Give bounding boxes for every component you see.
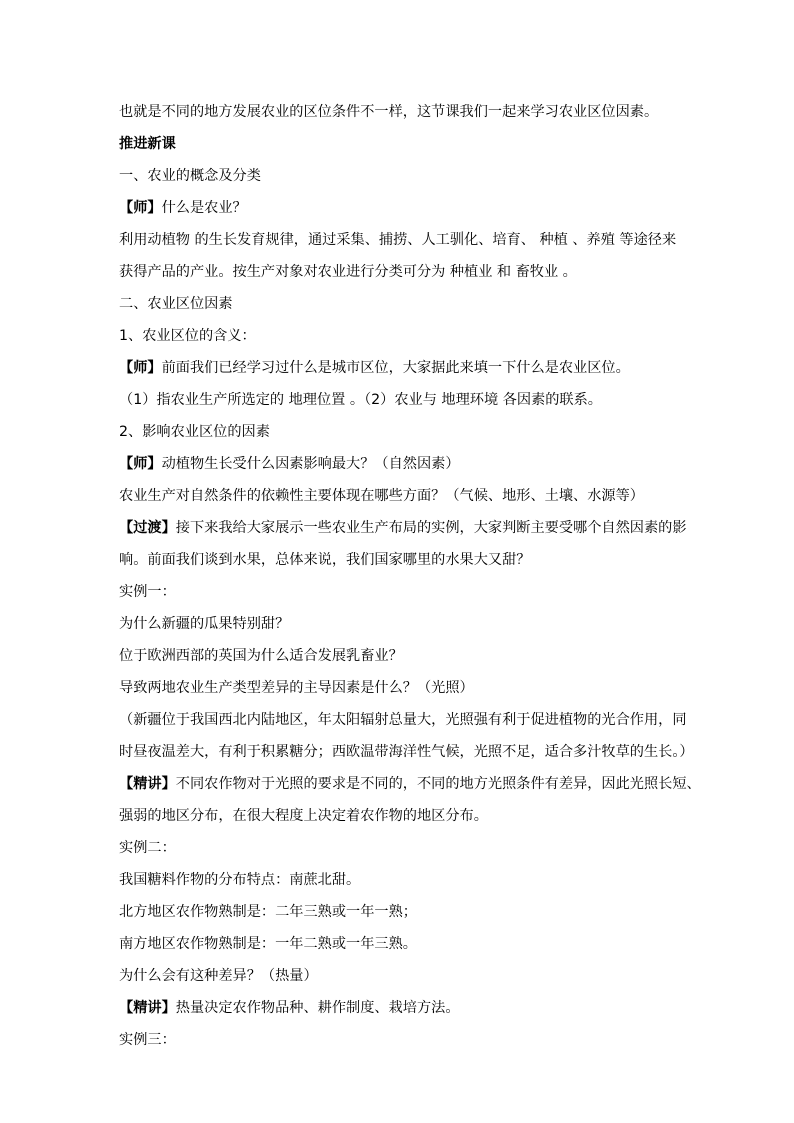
lecture-line-1-continued: 强弱的地区分布，在很大程度上决定着农作物的地区分布。	[119, 808, 488, 824]
teacher-line-3	[119, 454, 460, 474]
example-2-line-2: 北方地区农作物熟制是：二年三熟或一年一熟；	[119, 904, 417, 920]
example-1-question-1: 为什么新疆的瓜果特别甜？	[119, 616, 290, 632]
example-1-question-2: 位于欧洲西部的英国为什么适合发展乳畜业？	[119, 648, 403, 664]
teacher-label: 【师】	[119, 360, 162, 376]
section-heading-1: 一、农业的概念及分类	[119, 168, 261, 184]
transition-label: 【过渡】	[119, 520, 176, 536]
lecture-line-1	[119, 774, 701, 794]
example-2-line-1: 我国糖料作物的分布特点：南蔗北甜。	[119, 872, 361, 888]
lecture-text-1: 不同农作物对于光照的要求是不同的，不同的地方光照条件有差异，因此光照长短、	[175, 776, 701, 792]
section-heading-new-lesson: 推进新课	[119, 136, 176, 152]
teacher-text-2: 前面我们已经学习过什么是城市区位，大家据此来填一下什么是农业区位。	[161, 360, 630, 376]
example-3-heading: 实例三：	[119, 1032, 176, 1048]
natural-conditions-line: 农业生产对自然条件的依赖性主要体现在哪些方面？（气候、地形、土壤、水源等）	[119, 488, 644, 504]
example-1-heading: 实例一：	[119, 584, 176, 600]
teacher-line-2	[119, 358, 630, 378]
meaning-points-line: （1）指农业生产所选定的 地理位置 。（2）农业与 地理环境 各因素的联系。	[119, 392, 602, 408]
definition-line-2: 获得产品的产业。按生产对象对农业进行分类可分为 种植业 和 畜牧业 。	[119, 264, 577, 280]
example-1-explanation-1: （新疆位于我国西北内陆地区，年太阳辐射总量大，光照强有利于促进植物的光合作用，同	[119, 712, 687, 728]
lecture-label: 【精讲】	[119, 1000, 176, 1016]
teacher-label: 【师】	[119, 200, 162, 216]
lecture-text-2: 热量决定农作物品种、耕作制度、栽培方法。	[175, 1000, 460, 1016]
example-1-explanation-2: 时昼夜温差大，有利于积累糖分；西欧温带海洋性气候，光照不足，适合多汁牧草的生长。）	[119, 744, 694, 760]
transition-line	[119, 518, 687, 538]
example-2-line-3: 南方地区农作物熟制是：一年二熟或一年三熟。	[119, 936, 417, 952]
subheading-meaning: 1、农业区位的含义：	[119, 328, 256, 344]
teacher-label: 【师】	[119, 456, 162, 472]
lecture-line-2	[119, 998, 460, 1018]
teacher-question-line	[119, 198, 247, 218]
lecture-label: 【精讲】	[119, 776, 176, 792]
transition-continued-line: 响。前面我们谈到水果，总体来说，我们国家哪里的水果大又甜？	[119, 552, 531, 568]
example-2-question: 为什么会有这种差异？（热量）	[119, 968, 318, 984]
subheading-factors: 2、影响农业区位的因素	[119, 424, 270, 440]
section-heading-2: 二、农业区位因素	[119, 296, 233, 312]
intro-paragraph: 也就是不同的地方发展农业的区位条件不一样，这节课我们一起来学习农业区位因素。	[119, 104, 659, 120]
definition-line-1: 利用动植物 的生长发育规律，通过采集、捕捞、人工驯化、培育、 种植 、养殖 等途径来	[119, 232, 677, 248]
teacher-text-3: 动植物生长受什么因素影响最大？（自然因素）	[161, 456, 460, 472]
example-1-question-3: 导致两地农业生产类型差异的主导因素是什么？（光照）	[119, 680, 474, 696]
transition-text: 接下来我给大家展示一些农业生产布局的实例，大家判断主要受哪个自然因素的影	[175, 520, 687, 536]
teacher-question-text: 什么是农业？	[161, 200, 247, 216]
example-2-heading: 实例二：	[119, 840, 176, 856]
